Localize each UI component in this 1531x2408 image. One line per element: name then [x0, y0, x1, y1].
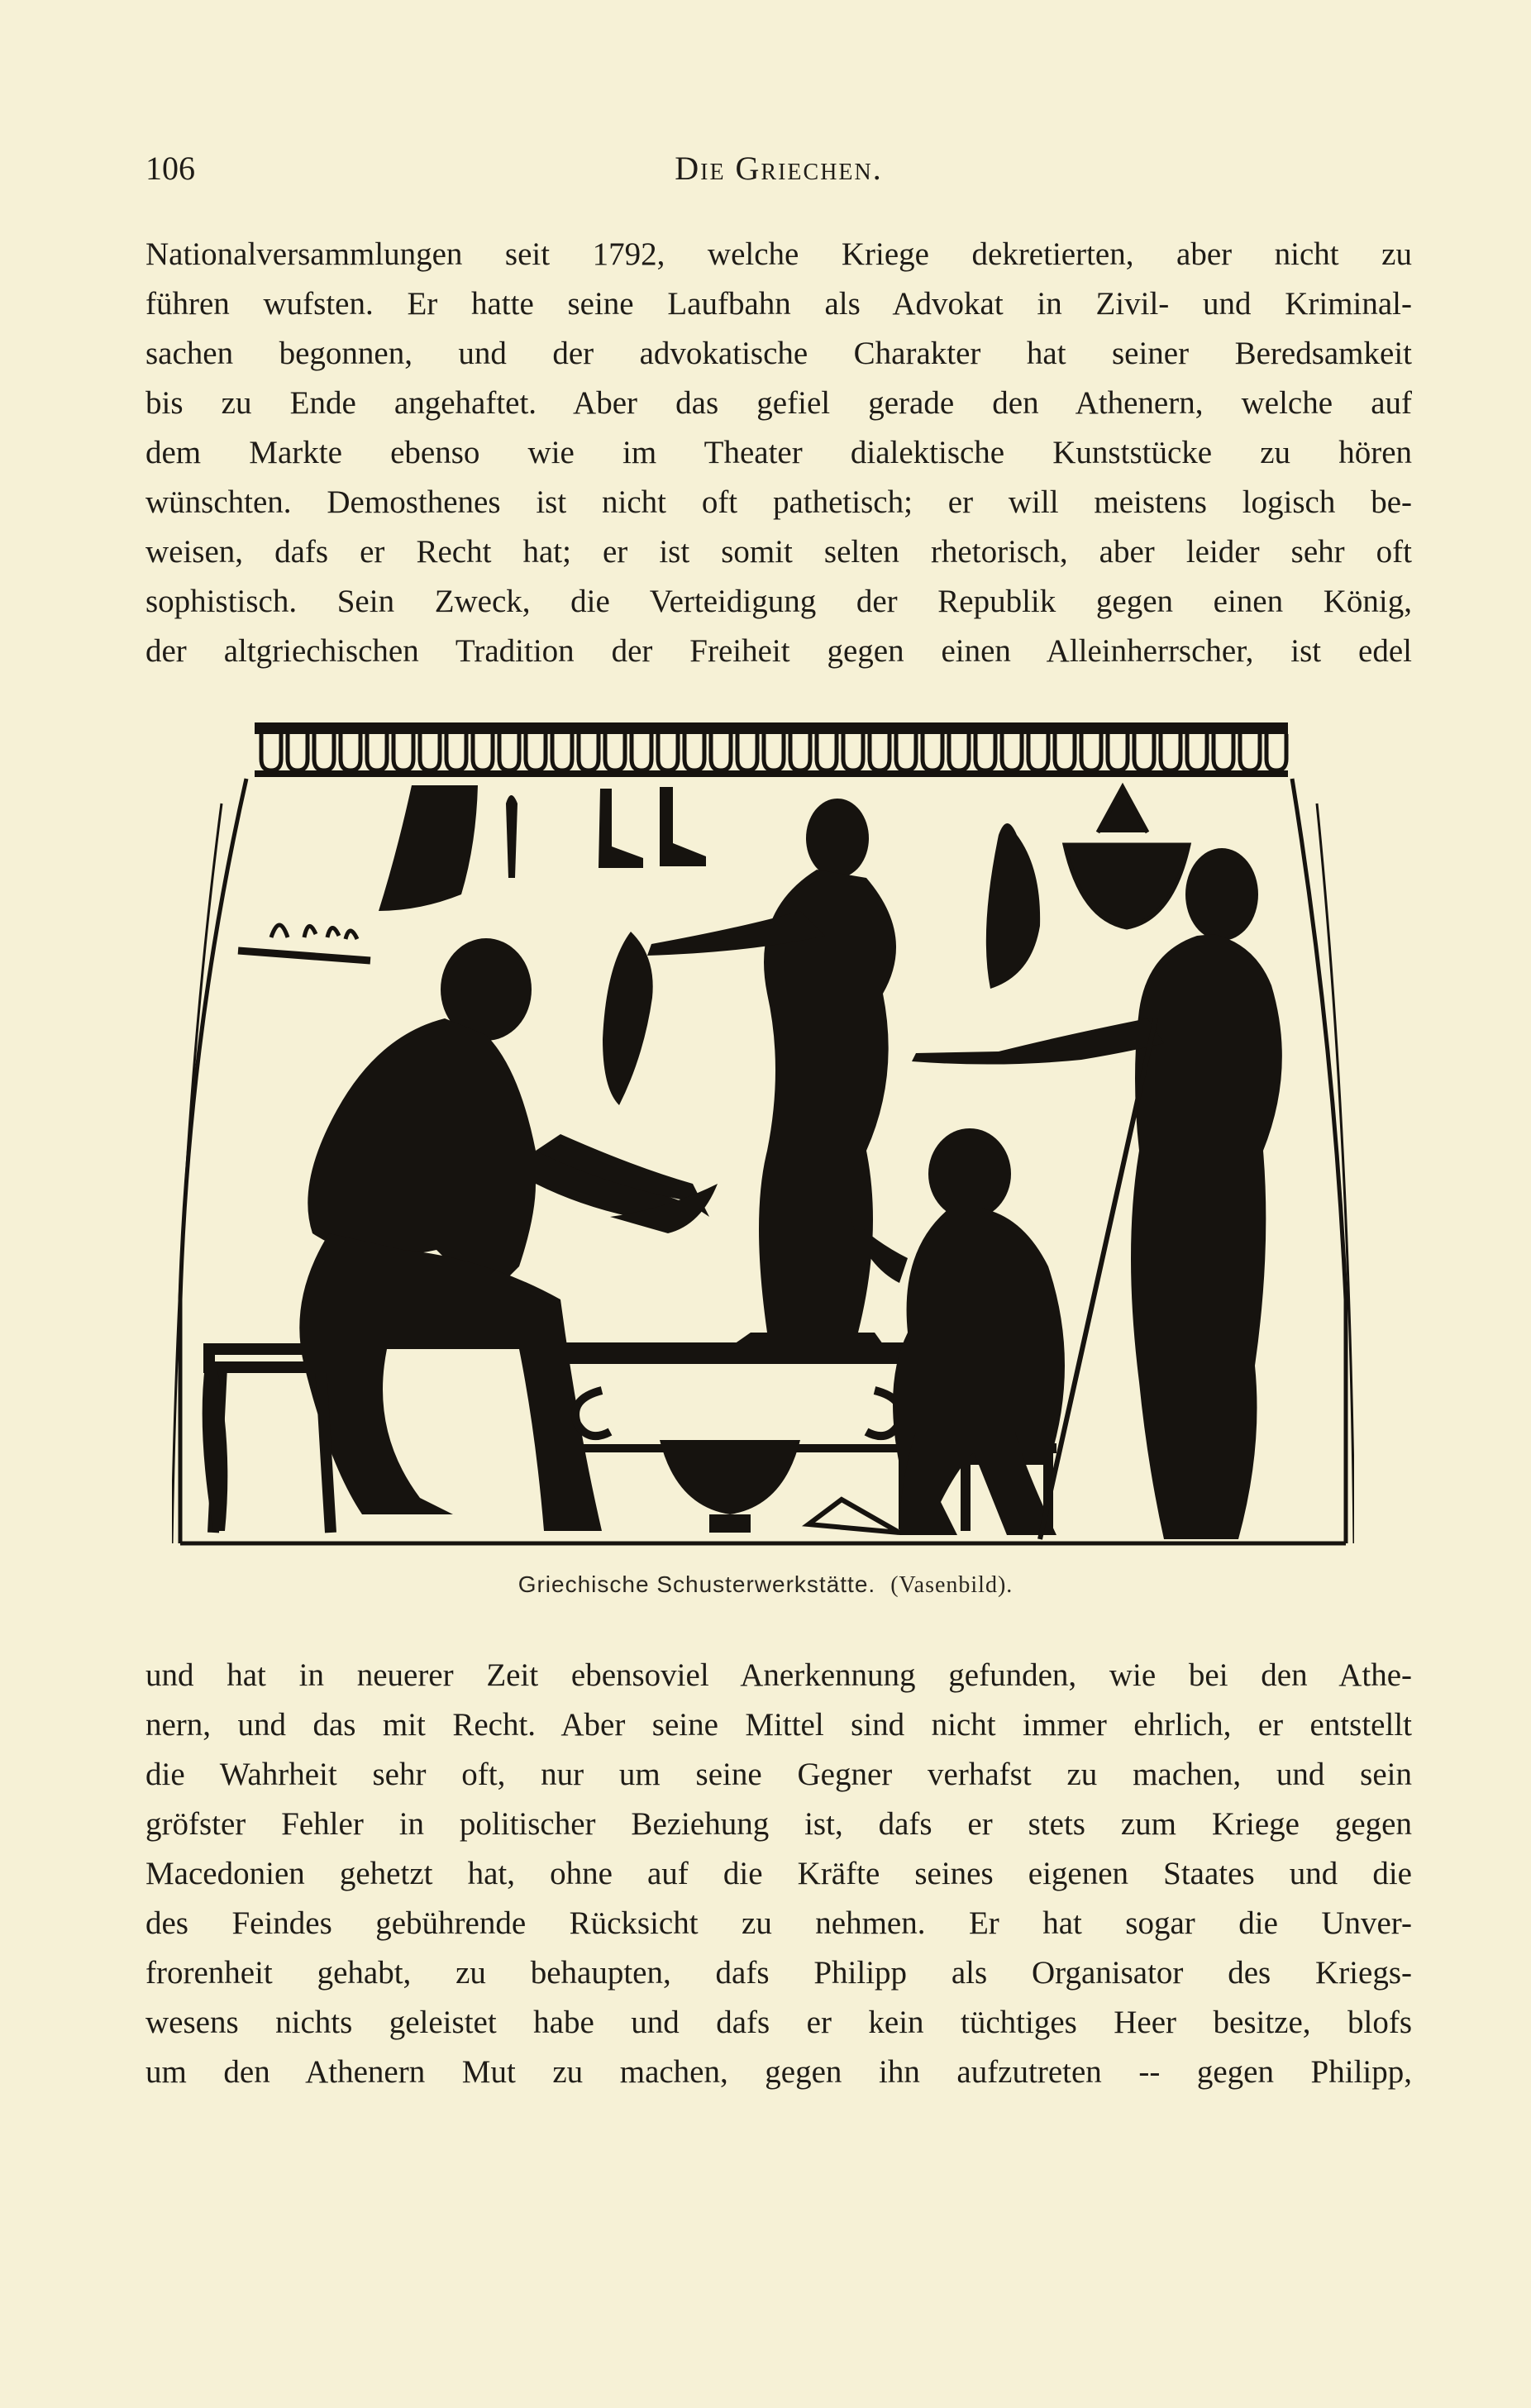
- woman-head: [806, 799, 869, 878]
- running-head: [145, 149, 1412, 198]
- text-line: die Wahrheit sehr oft, nur um seine Gegner verhafst zu machen, und sein: [145, 1757, 1412, 1792]
- vase-illustration: [172, 721, 1354, 1547]
- page-number: 106: [145, 150, 195, 187]
- wall-shelf: [238, 951, 370, 961]
- hanging-bag: [986, 823, 1040, 989]
- table-scroll: [575, 1390, 901, 1436]
- apprentice-head: [928, 1128, 1011, 1219]
- text-line: um den Athenern Mut zu machen, gegen ihn aufzutreten -- gegen Philipp,: [145, 2054, 1412, 2090]
- held-sandal: [603, 932, 653, 1105]
- text-line: Macedonien gehetzt hat, ohne auf die Kräfte seines eigenen Staates und die: [145, 1856, 1412, 1891]
- caption-note: (Vasenbild).: [890, 1572, 1014, 1598]
- tongue-pattern: [261, 734, 1286, 770]
- shelf-tools: [271, 925, 357, 939]
- text-line: dem Markte ebenso wie im Theater dialektische Kunststücke zu hören: [145, 435, 1412, 470]
- leather-hide: [379, 785, 478, 911]
- text-line: und hat in neuerer Zeit ebensoviel Anerkennung gefunden, wie bei den Athe-: [145, 1657, 1412, 1693]
- figure-caption: [0, 1571, 1531, 1599]
- text-line: nern, und das mit Recht. Aber seine Mittel sind nicht immer ehrlich, er entstellt: [145, 1707, 1412, 1743]
- text-line: des Feindes gebührende Rücksicht zu nehmen. Er hat sogar die Unver-: [145, 1905, 1412, 1941]
- woman-feet: [734, 1333, 883, 1344]
- customer-arm: [912, 1018, 1164, 1065]
- text-line: wünschten. Demosthenes ist nicht oft pathetisch; er will meistens logisch be-: [145, 484, 1412, 520]
- text-line: bis zu Ende angehaftet. Aber das gefiel gerade den Athenern, welche auf: [145, 385, 1412, 421]
- tool-awl: [506, 795, 517, 878]
- paragraph-bottom: [145, 1651, 1412, 2097]
- text-line: sophistisch. Sein Zweck, die Verteidigung der Republik gegen einen König,: [145, 584, 1412, 619]
- text-line: Nationalversammlungen seit 1792, welche Kriege dekretierten, aber nicht zu: [145, 236, 1412, 272]
- tool-boot-1: [599, 789, 643, 868]
- water-bowl: [660, 1440, 800, 1533]
- text-line: führen wufsten. Er hatte seine Laufbahn als Advokat in Zivil- und Kriminal-: [145, 286, 1412, 322]
- text-line: der altgriechischen Tradition der Freiheit gegen einen Alleinherrscher, ist edel: [145, 633, 1412, 669]
- hanging-basket: [1065, 787, 1189, 927]
- caption-title: Griechische Schusterwerkstätte.: [517, 1571, 876, 1597]
- floor-sandal: [808, 1500, 899, 1533]
- text-line: sachen begonnen, und der advokatische Charakter hat seiner Beredsamkeit: [145, 336, 1412, 371]
- apprentice-body: [893, 1209, 1065, 1465]
- text-line: gröfster Fehler in politischer Beziehung ist, dafs er stets zum Kriege gegen: [145, 1806, 1412, 1842]
- text-line: frorenheit gehabt, zu behaupten, dafs Philipp als Organisator des Kriegs-: [145, 1955, 1412, 1991]
- ornament-band: [255, 722, 1288, 734]
- cobbler-table: [544, 1342, 924, 1364]
- text-line: wesens nichts geleistet habe und dafs er kein tüchtiges Heer besitze, blofs: [145, 2005, 1412, 2040]
- running-title: Die Griechen.: [675, 150, 883, 187]
- customer-head: [1185, 848, 1258, 941]
- paragraph-top: [145, 230, 1412, 676]
- tool-boot-2: [660, 787, 706, 866]
- text-line: weisen, dafs er Recht hat; er ist somit selten rhetorisch, aber leider sehr oft: [145, 534, 1412, 570]
